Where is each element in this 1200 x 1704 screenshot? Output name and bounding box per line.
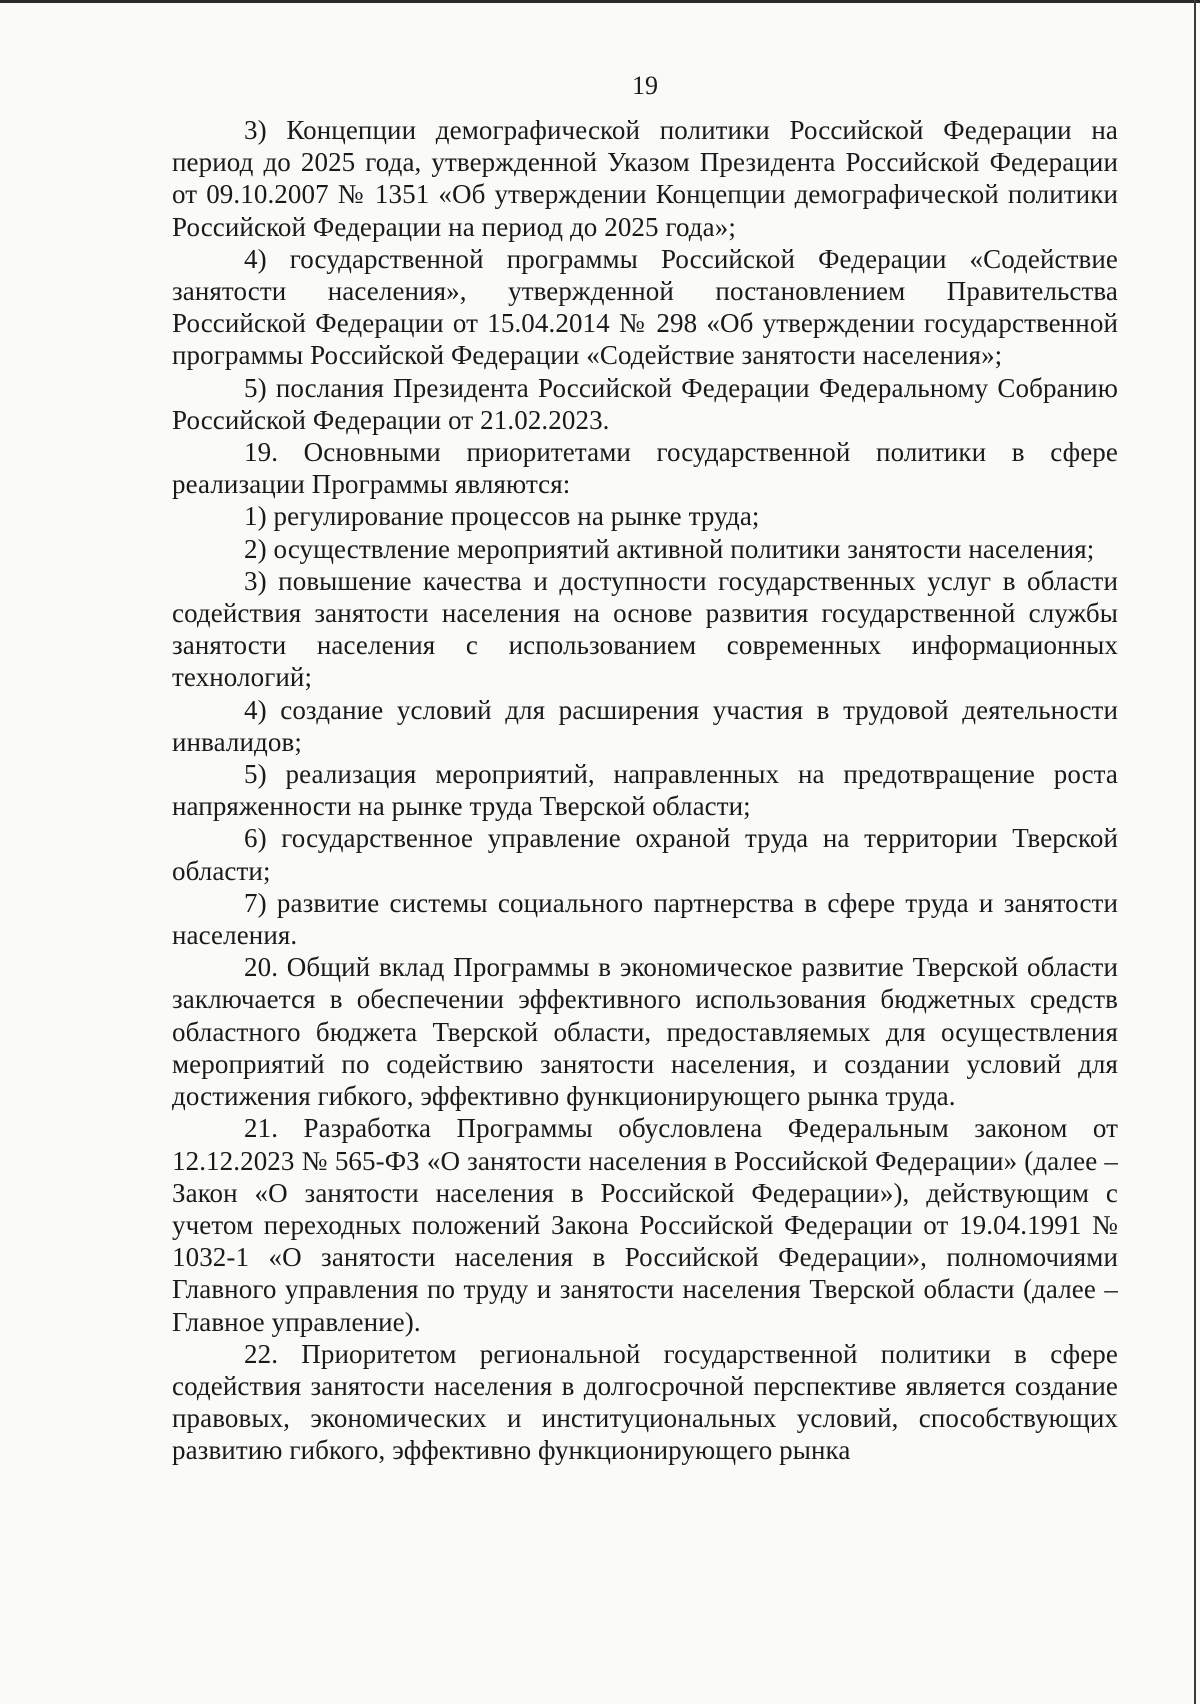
scan-edge-top [0, 0, 1200, 3]
document-body [172, 114, 1118, 1467]
paragraph-22-regional-priority: 22. Приоритетом региональной государственной политики в сфере содействия занятости населения в долгосрочной перспективе является создание правовых, экономических и институциональных условий, способствующих развитию гибкого, эффективно функционирующего рынка [172, 1338, 1118, 1466]
paragraph-item-4-state-program: 4) государственной программы Российской Федерации «Содействие занятости населения», утвержденной постановлением Правительства Российской Федерации от 15.04.2014 № 298 «Об утверждении государственной программы Российской Федерации «Содействие занятости населения»; [172, 243, 1118, 371]
paragraph-item-5-presidential-address: 5) послания Президента Российской Федерации Федеральному Собранию Российской Федерации от 21.02.2023. [172, 372, 1118, 435]
paragraph-item-3-demographic-concept: 3) Концепции демографической политики Российской Федерации на период до 2025 года, утвержденной Указом Президента Российской Федерации от 09.10.2007 № 1351 «Об утверждении Концепции демографической политики Российской Федерации на период до 2025 года»; [172, 115, 1118, 242]
paragraph-21-development: 21. Разработка Программы обусловлена Федеральным законом от 12.12.2023 № 565-ФЗ «О занятости населения в Российской Федерации» (далее – Закон «О занятости населения в Российской Федерации»), действующим с учетом переходных положений Закона Российской Федерации от 19.04.1991 № 1032-1 «О занятости населения в Российской Федерации», полномочиями Главного управления по труду и занятости населения Тверской области (далее – Главное управление). [172, 1113, 1118, 1337]
page-number: 19 [632, 71, 658, 100]
paragraph-priority-3: 3) повышение качества и доступности государственных услуг в области содействия занятости населения на основе развития государственной службы занятости населения с использованием современных информационных технологий; [172, 565, 1118, 693]
scan-edge-right [1194, 0, 1196, 1704]
paragraph-20-contribution: 20. Общий вклад Программы в экономическое развитие Тверской области заключается в обеспечении эффективного использования бюджетных средств областного бюджета Тверской области, предоставляемых для осуществления мероприятий по содействию занятости населения, и создании условий для достижения гибкого, эффективно функционирующего рынка труда. [172, 952, 1118, 1112]
paragraph-priority-4: 4) создание условий для расширения участия в трудовой деятельности инвалидов; [172, 694, 1118, 757]
paragraph-priority-1: 1) регулирование процессов на рынке труда; [244, 501, 760, 532]
paragraph-priority-6: 6) государственное управление охраной труда на территории Тверской области; [172, 823, 1118, 886]
paragraph-priority-2: 2) осуществление мероприятий активной политики занятости населения; [244, 533, 1095, 564]
paragraph-priority-5: 5) реализация мероприятий, направленных на предотвращение роста напряженности на рынке труда Тверской области; [172, 759, 1118, 822]
paragraph-priority-7: 7) развитие системы социального партнерства в сфере труда и занятости населения. [172, 887, 1118, 951]
paragraph-19-priorities: 19. Основными приоритетами государственной политики в сфере реализации Программы являются: [172, 437, 1118, 500]
